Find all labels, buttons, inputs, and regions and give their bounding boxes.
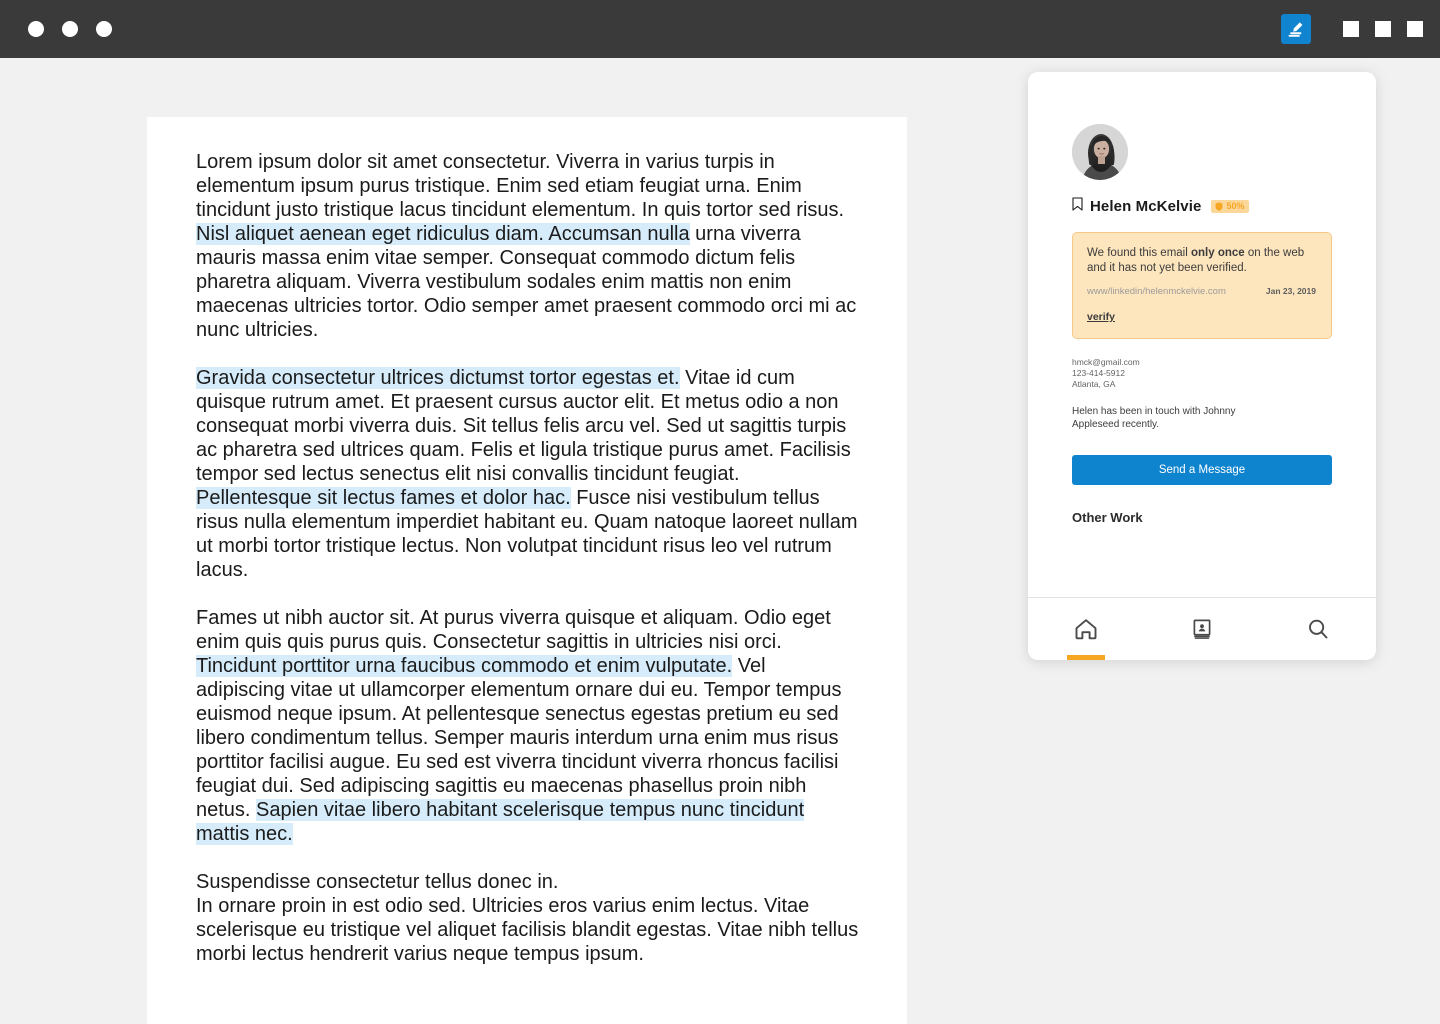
document-paragraph bbox=[196, 606, 860, 846]
contact-panel-content bbox=[1028, 72, 1376, 597]
document-text[interactable] bbox=[147, 117, 907, 966]
highlighted-text[interactable]: Sapien vitae libero habitant scelerisque tempus nunc tincidunt mattis nec. bbox=[196, 799, 805, 845]
search-icon bbox=[1305, 616, 1331, 642]
document-paragraph bbox=[196, 150, 860, 342]
square-button-2-icon[interactable] bbox=[1375, 21, 1391, 37]
verification-headline-before: We found this email bbox=[1087, 247, 1191, 259]
contact-panel bbox=[1028, 72, 1376, 660]
document-page bbox=[147, 117, 907, 1024]
home-icon bbox=[1073, 616, 1099, 642]
titlebar-right-group bbox=[1281, 14, 1423, 44]
nav-item-home[interactable] bbox=[1028, 598, 1144, 660]
verification-headline bbox=[1087, 246, 1316, 276]
relationship-note: Helen has been in touch with Johnny Appleseed recently. bbox=[1072, 406, 1236, 430]
status-badge[interactable] bbox=[1211, 200, 1249, 213]
other-work-heading: Other Work bbox=[1072, 510, 1143, 525]
body-text: Vel adipiscing vitae ut ullamcorper elementum ornare dui eu. Tempor tempus euismod neque ipsum. At pellentesque senectus egestas pretium eu sed libero condimentum tellus. Semper mauris interdum urna enim mus risus porttitor facilisi augue. Eu sed est viverra tincidunt viverra rhoncus facilisi feugiat dui. Sed adipiscing sagittis eu maecenas phasellus proin nibh netus. bbox=[196, 655, 842, 821]
highlighted-text[interactable]: Gravida consectetur ultrices dictumst tortor egestas et. bbox=[196, 367, 680, 389]
nav-active-indicator bbox=[1067, 655, 1105, 660]
body-text: urna viverra mauris massa enim vitae semper. Consequat commodo dictum felis pharetra aliquam. Viverra vestibulum sodales enim mattis non enim maecenas ultricies tortor. Odio semper amet praesent commodo orci mi ac nunc ultricies. bbox=[196, 223, 857, 341]
nav-item-contacts[interactable] bbox=[1144, 598, 1260, 660]
highlighted-text[interactable]: Nisl aliquet aenean eget ridiculus diam. Accumsan nulla bbox=[196, 223, 690, 245]
contact-phone[interactable]: 123-414-5912 bbox=[1072, 368, 1125, 378]
shield-icon bbox=[1215, 202, 1223, 211]
window-square-buttons bbox=[1343, 21, 1423, 37]
body-text: Suspendisse consectetur tellus donec in. bbox=[196, 871, 559, 893]
maximize-dot-icon[interactable] bbox=[96, 21, 112, 37]
document-paragraph bbox=[196, 870, 860, 966]
send-message-button[interactable]: Send a Message bbox=[1072, 455, 1332, 485]
square-button-1-icon[interactable] bbox=[1343, 21, 1359, 37]
square-button-3-icon[interactable] bbox=[1407, 21, 1423, 37]
window-controls bbox=[20, 21, 112, 37]
body-text: Fusce nisi vestibulum tellus risus nulla elementum imperdiet habitant eu. Quam natoque laoreet nullam ut morbi tortor tristique lectus. Non volutpat tincidunt risus leo vel rutrum lacus. bbox=[196, 487, 858, 581]
contacts-book-icon bbox=[1189, 616, 1215, 642]
verification-source-date: Jan 23, 2019 bbox=[1265, 286, 1316, 296]
contact-name: Helen McKelvie bbox=[1090, 198, 1202, 215]
highlighter-icon[interactable] bbox=[1281, 14, 1311, 44]
minimize-dot-icon[interactable] bbox=[62, 21, 78, 37]
body-text: Vitae id cum quisque rutrum amet. Et praesent cursus auctor elit. Et metus odio a non consequat morbi viverra duis. Sit tellus felis arcu vel. Sed ut sagittis turpis ac pharetra sed ultrices quam. Felis et ligula tristique purus amet. Facilisis tempor sed lectus senectus elit nisi convallis tincidunt feugiat. bbox=[196, 367, 851, 485]
contact-name-row bbox=[1072, 197, 1332, 216]
highlighted-text[interactable]: Pellentesque sit lectus fames et dolor hac. bbox=[196, 487, 571, 509]
highlighted-text[interactable]: Tincidunt porttitor urna faucibus commodo et enim vulputate. bbox=[196, 655, 733, 677]
verification-source-url[interactable]: www/linkedin/helenmckelvie.com bbox=[1087, 286, 1226, 297]
document-paragraph bbox=[196, 366, 860, 582]
verify-link[interactable]: verify bbox=[1087, 311, 1116, 323]
verification-headline-after: on the web and it has not yet been verified. bbox=[1087, 247, 1305, 274]
verification-source-row bbox=[1087, 286, 1316, 297]
panel-bottom-nav bbox=[1028, 597, 1376, 660]
nav-item-search[interactable] bbox=[1260, 598, 1376, 660]
verification-headline-emphasis: only once bbox=[1190, 247, 1245, 259]
status-badge-value: 50% bbox=[1226, 201, 1245, 211]
body-text: In ornare proin in est odio sed. Ultricies eros varius enim lectus. Vitae scelerisque eu tristique vel aliquet facilisis blandit egestas. Vitae nibh tellus morbi lectus hendrerit varius neque tempus ipsum. bbox=[196, 895, 859, 965]
email-verification-card bbox=[1072, 232, 1332, 339]
avatar bbox=[1072, 124, 1128, 180]
window-titlebar bbox=[0, 0, 1440, 58]
contact-details bbox=[1072, 357, 1332, 390]
bookmark-icon[interactable] bbox=[1072, 197, 1083, 216]
body-text: Fames ut nibh auctor sit. At purus viverra quisque et aliquam. Odio eget enim quis quis purus quis. Consectetur sagittis in ultricies nisi orci. bbox=[196, 607, 831, 653]
body-text: Lorem ipsum dolor sit amet consectetur. Viverra in varius turpis in elementum ipsum purus tristique. Enim sed etiam feugiat urna. Enim tincidunt justo tristique lacus tincidunt elementum. In quis tortor sed risus. bbox=[196, 151, 845, 221]
contact-location: Atlanta, GA bbox=[1072, 379, 1116, 389]
contact-email[interactable]: hmck@gmail.com bbox=[1072, 357, 1140, 367]
close-dot-icon[interactable] bbox=[28, 21, 44, 37]
